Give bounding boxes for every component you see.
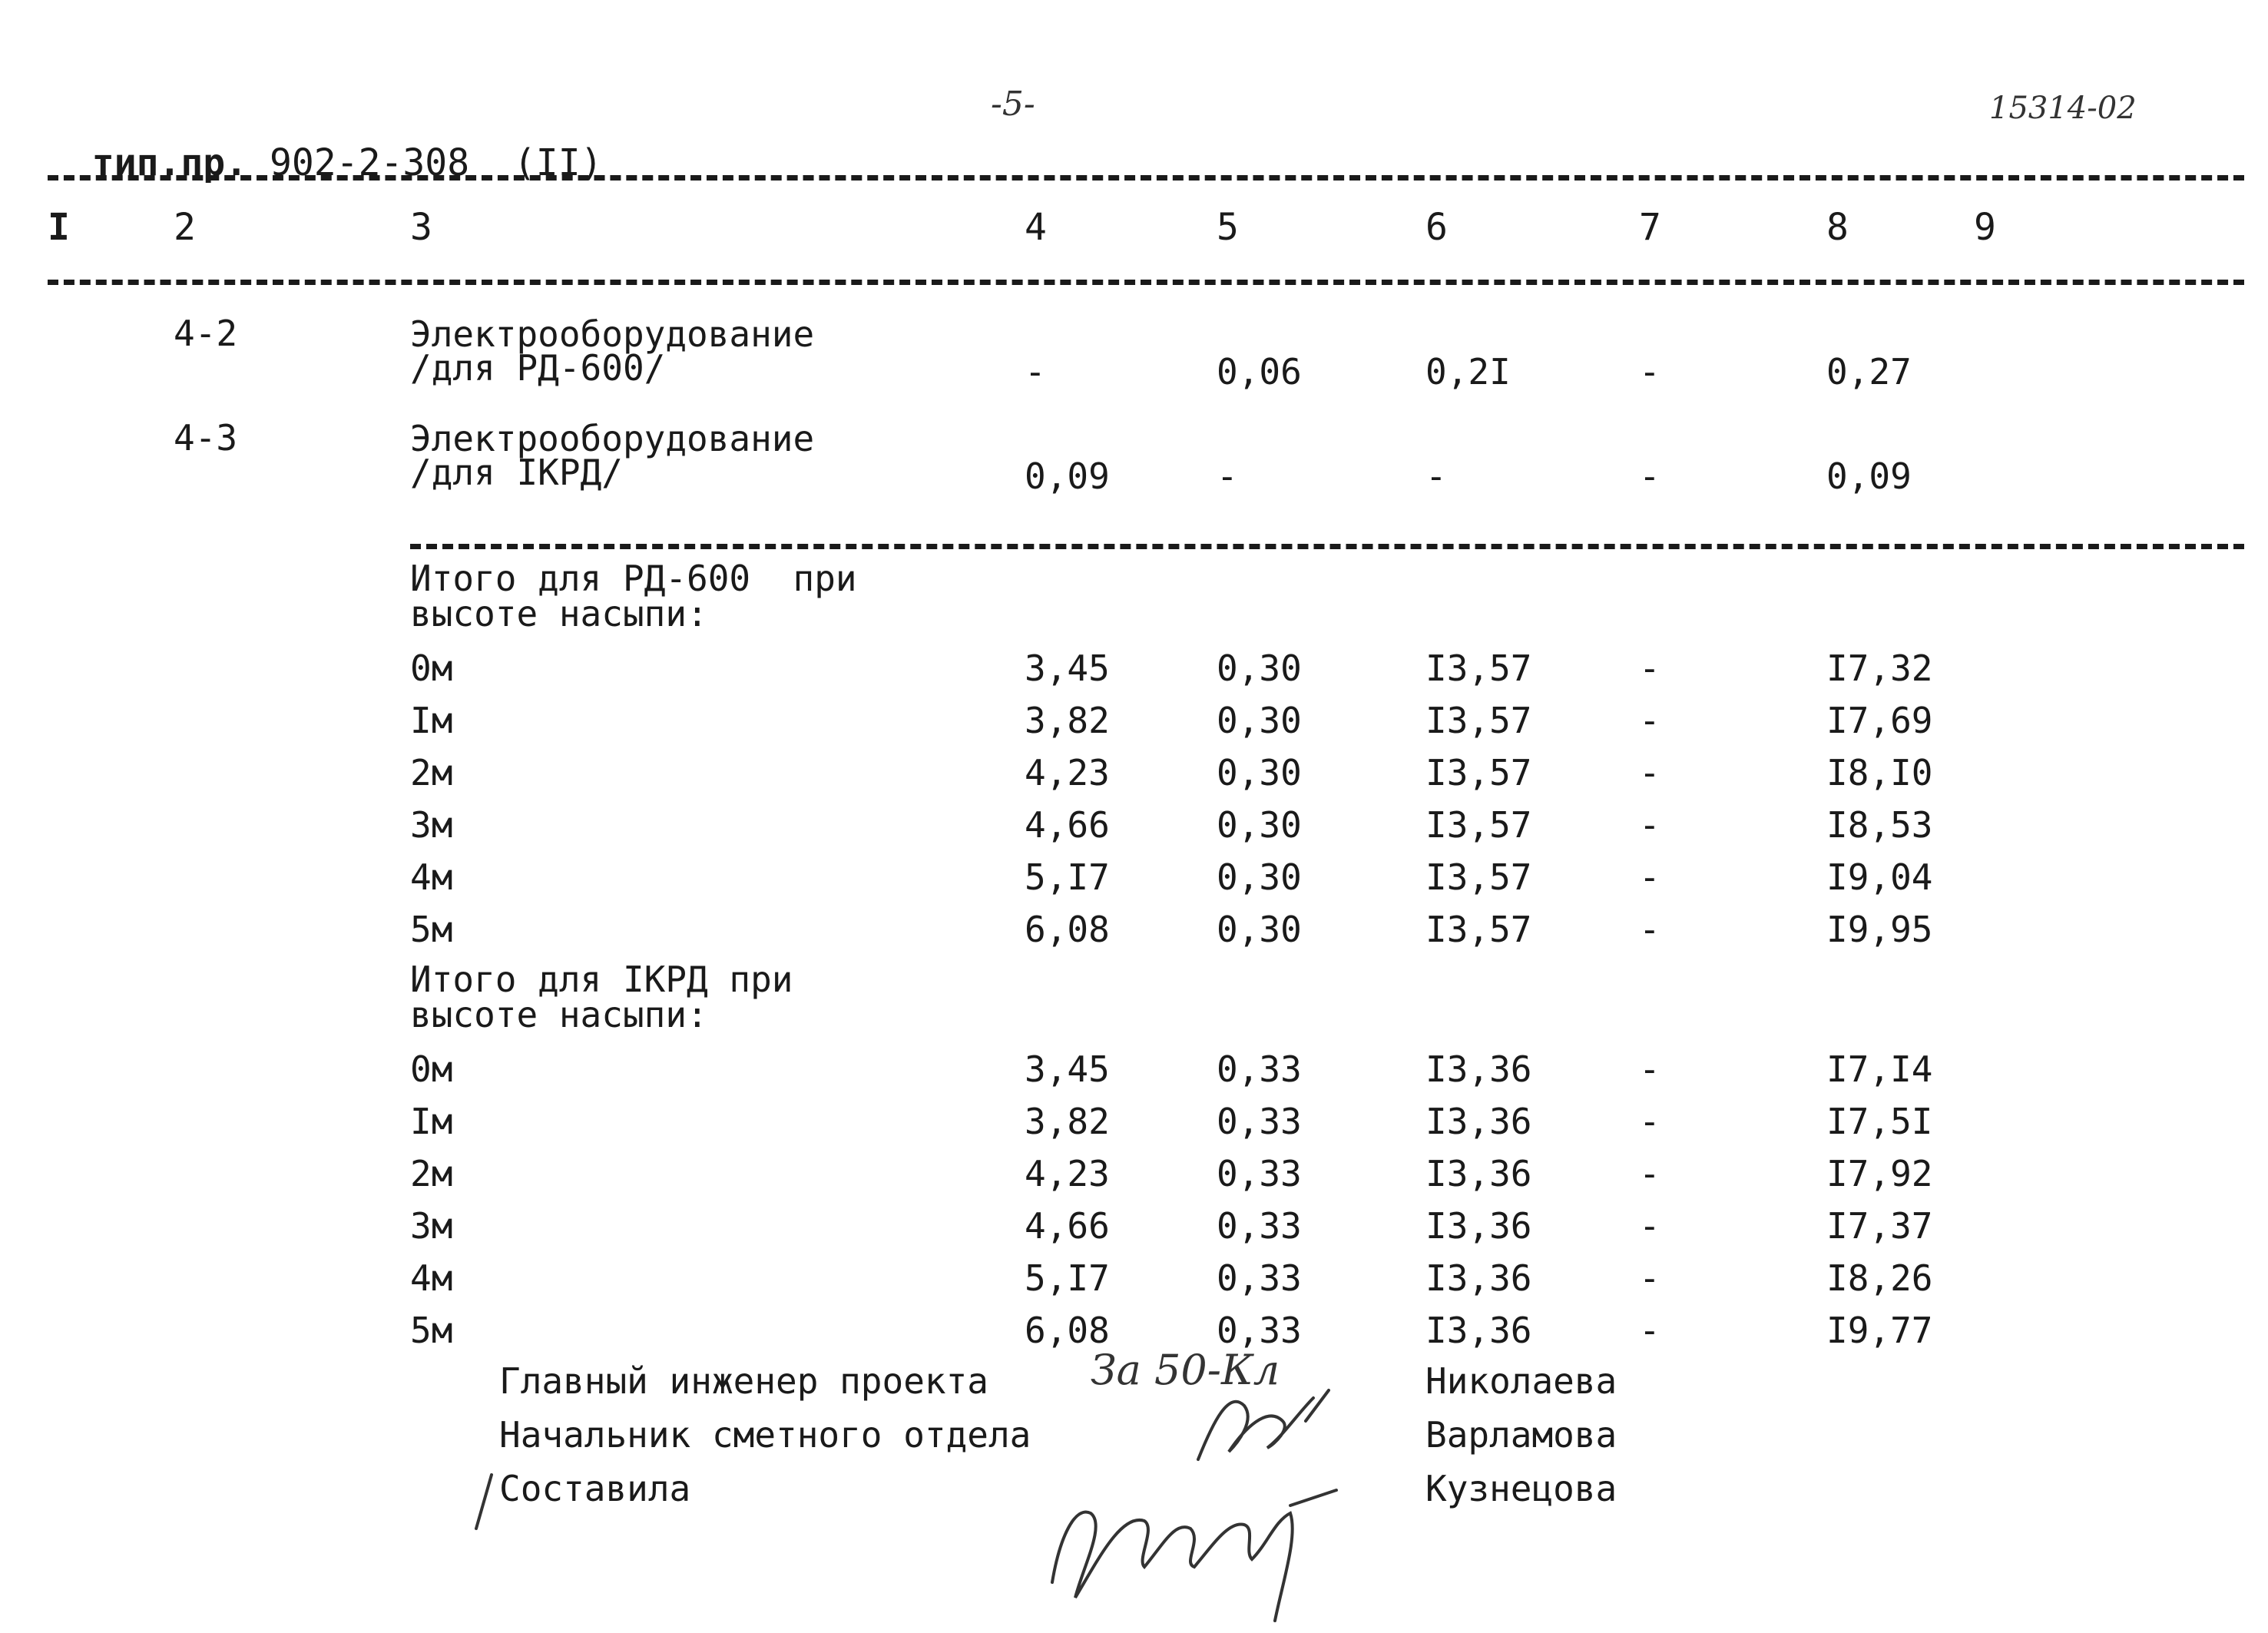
embankment-height: 2м <box>410 1153 453 1194</box>
embankment-height: 2м <box>410 752 453 793</box>
cell-col4: 4,23 <box>1025 752 1110 793</box>
cell-col7: - <box>1639 351 1660 393</box>
column-header: I <box>48 206 70 249</box>
divider-top <box>48 175 2244 181</box>
cell-col4: 5,I7 <box>1025 1257 1110 1299</box>
embankment-height: 4м <box>410 856 453 898</box>
cell-col5: 0,33 <box>1217 1310 1302 1351</box>
cell-col4: 3,82 <box>1025 700 1110 741</box>
cell-col8: I8,53 <box>1826 804 1933 846</box>
cell-col7: - <box>1639 856 1660 898</box>
cell-col4: 4,66 <box>1025 1205 1110 1247</box>
embankment-height: Iм <box>410 1101 453 1142</box>
cell-col4: 3,45 <box>1025 648 1110 689</box>
item-code: 4-2 <box>174 313 238 354</box>
embankment-height: Iм <box>410 700 453 741</box>
cell-col6: I3,36 <box>1425 1205 1532 1247</box>
embankment-height: 3м <box>410 1205 453 1247</box>
item-code: 4-3 <box>174 417 238 459</box>
cell-col8: I8,26 <box>1826 1257 1933 1299</box>
cell-col6: I3,36 <box>1425 1257 1532 1299</box>
cell-col7: - <box>1639 1048 1660 1090</box>
embankment-height: 4м <box>410 1257 453 1299</box>
cell-col6: - <box>1425 455 1447 497</box>
cell-col8: I7,92 <box>1826 1153 1933 1194</box>
cell-col5: 0,30 <box>1217 700 1302 741</box>
column-header: 4 <box>1025 206 1047 249</box>
cell-col8: I8,I0 <box>1826 752 1933 793</box>
cell-col6: I3,36 <box>1425 1153 1532 1194</box>
doc-part: (II) <box>513 141 603 184</box>
signature-name: Кузнецова <box>1425 1468 1617 1509</box>
column-header: 5 <box>1217 206 1239 249</box>
cell-col5: 0,30 <box>1217 856 1302 898</box>
doc-prefix: тип.пр. <box>91 141 248 184</box>
cell-col6: I3,57 <box>1425 804 1532 846</box>
column-header: 8 <box>1826 206 1849 249</box>
cell-col4: - <box>1025 351 1046 393</box>
cell-col5: 0,06 <box>1217 351 1302 393</box>
cell-col7: - <box>1639 909 1660 950</box>
handwritten-signature-compiler <box>1029 1429 1352 1628</box>
signature-role: Начальник сметного отдела <box>499 1414 1031 1456</box>
inventory-number: 15314-02 <box>1989 91 2137 126</box>
cell-col5: - <box>1217 455 1238 497</box>
cell-col4: 3,45 <box>1025 1048 1110 1090</box>
cell-col4: 4,23 <box>1025 1153 1110 1194</box>
cell-col8: 0,27 <box>1826 351 1912 393</box>
signature-name: Николаева <box>1425 1360 1617 1402</box>
cell-col7: - <box>1639 1205 1660 1247</box>
cell-col8: I7,I4 <box>1826 1048 1933 1090</box>
cell-col6: I3,57 <box>1425 752 1532 793</box>
cell-col4: 0,09 <box>1025 455 1110 497</box>
item-name-detail: /для РД-600/ <box>410 347 666 389</box>
cell-col4: 5,I7 <box>1025 856 1110 898</box>
divider-header <box>48 280 2244 285</box>
handwritten-mark <box>468 1467 499 1536</box>
cell-col8: I7,32 <box>1826 648 1933 689</box>
cell-col6: I3,36 <box>1425 1101 1532 1142</box>
embankment-height: 5м <box>410 909 453 950</box>
cell-col6: I3,57 <box>1425 700 1532 741</box>
cell-col8: 0,09 <box>1826 455 1912 497</box>
cell-col8: I7,69 <box>1826 700 1933 741</box>
cell-col5: 0,33 <box>1217 1048 1302 1090</box>
cell-col4: 4,66 <box>1025 804 1110 846</box>
cell-col4: 6,08 <box>1025 1310 1110 1351</box>
cell-col5: 0,33 <box>1217 1257 1302 1299</box>
cell-col7: - <box>1639 1101 1660 1142</box>
cell-col8: I9,77 <box>1826 1310 1933 1351</box>
totals-subtitle: высоте насыпи: <box>410 593 708 634</box>
embankment-height: 0м <box>410 1048 453 1090</box>
totals-subtitle: высоте насыпи: <box>410 994 708 1035</box>
embankment-height: 5м <box>410 1310 453 1351</box>
signature-role: Главный инженер проекта <box>499 1360 988 1402</box>
cell-col8: I7,5I <box>1826 1101 1933 1142</box>
column-header: 6 <box>1425 206 1448 249</box>
cell-col6: I3,57 <box>1425 909 1532 950</box>
divider-totals <box>410 544 2244 549</box>
cell-col6: I3,57 <box>1425 648 1532 689</box>
totals-title: Итого для РД-600 при <box>410 558 857 599</box>
cell-col7: - <box>1639 700 1660 741</box>
cell-col7: - <box>1639 804 1660 846</box>
column-header: 3 <box>410 206 432 249</box>
signature-role: Составила <box>499 1468 691 1509</box>
column-header: 9 <box>1974 206 1996 249</box>
item-name: Электрооборудование <box>410 418 815 459</box>
cell-col5: 0,30 <box>1217 909 1302 950</box>
cell-col7: - <box>1639 1310 1660 1351</box>
cell-col5: 0,33 <box>1217 1101 1302 1142</box>
cell-col7: - <box>1639 1257 1660 1299</box>
cell-col5: 0,30 <box>1217 804 1302 846</box>
item-name: Электрооборудование <box>410 313 815 355</box>
signature-name: Варламова <box>1425 1414 1617 1456</box>
cell-col5: 0,33 <box>1217 1205 1302 1247</box>
cell-col6: I3,36 <box>1425 1310 1532 1351</box>
cell-col8: I9,04 <box>1826 856 1933 898</box>
cell-col7: - <box>1639 455 1660 497</box>
cell-col6: 0,2I <box>1425 351 1511 393</box>
embankment-height: 0м <box>410 648 453 689</box>
column-header: 7 <box>1639 206 1661 249</box>
item-name-detail: /для IКРД/ <box>410 452 623 493</box>
cell-col4: 6,08 <box>1025 909 1110 950</box>
cell-col5: 0,30 <box>1217 648 1302 689</box>
cell-col7: - <box>1639 648 1660 689</box>
doc-number: 902-2-308 <box>270 141 470 184</box>
doc-reference <box>48 98 602 184</box>
page-number: -5- <box>991 84 1035 124</box>
cell-col7: - <box>1639 1153 1660 1194</box>
embankment-height: 3м <box>410 804 453 846</box>
cell-col6: I3,36 <box>1425 1048 1532 1090</box>
column-header: 2 <box>174 206 196 249</box>
cell-col5: 0,33 <box>1217 1153 1302 1194</box>
signature-note: За 50-Кл <box>1091 1346 1280 1394</box>
cell-col6: I3,57 <box>1425 856 1532 898</box>
cell-col7: - <box>1639 752 1660 793</box>
totals-title: Итого для IКРД при <box>410 959 793 1000</box>
cell-col5: 0,30 <box>1217 752 1302 793</box>
cell-col4: 3,82 <box>1025 1101 1110 1142</box>
cell-col8: I9,95 <box>1826 909 1933 950</box>
cell-col8: I7,37 <box>1826 1205 1933 1247</box>
